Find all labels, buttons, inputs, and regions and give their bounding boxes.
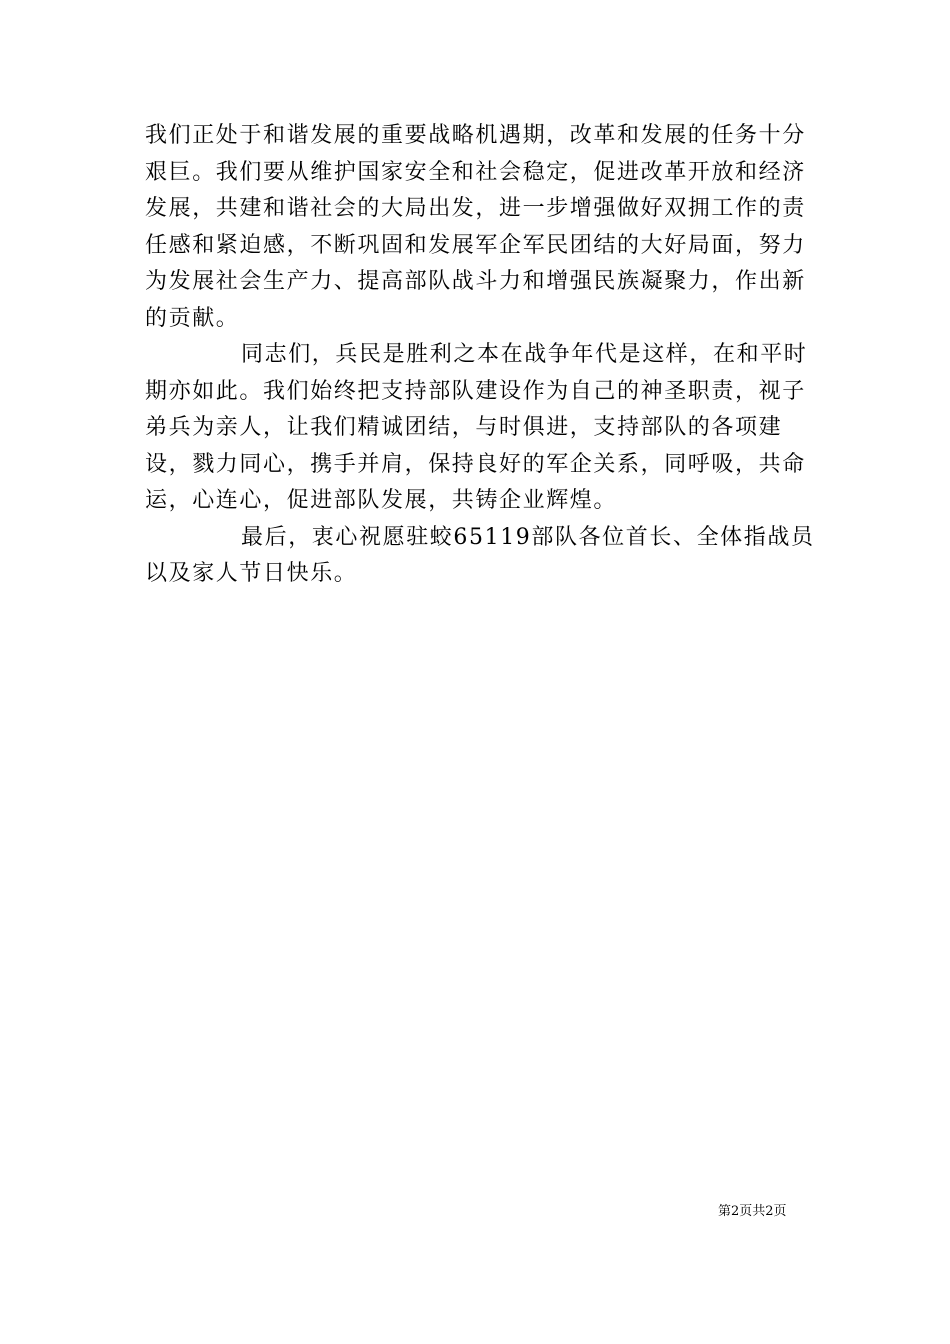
paragraph-2: 同志们，兵民是胜利之本在战争年代是这样，在和平时期亦如此。我们始终把支持部队建设作为自己的神圣职责，视子弟兵为亲人，让我们精诚团结，与时俱进，支持部队的各项建设，戮力同心，携手并肩，保持良好的军企关系，同呼吸，共命运，心连心，促进部队发展，共铸企业辉煌。 — [145, 342, 808, 513]
paragraph-1: 我们正处于和谐发展的重要战略机遇期，改革和发展的任务十分艰巨。我们要从维护国家安全和社会稳定，促进改革开放和经济发展，共建和谐社会的大局出发，进一步增强做好双拥工作的责任感和紧迫感，不断巩固和发展军企军民团结的大好局面，努力为发展社会生产力、提高部队战斗力和增强民族凝聚力，作出新的贡献。 — [145, 123, 806, 331]
page-number-footer: 第2页共2页 — [718, 1204, 787, 1219]
document-body — [145, 118, 825, 593]
paragraph-3: 最后，衷心祝愿驻蛟65119部队各位首长、全体指战员以及家人节日快乐。 — [145, 524, 815, 586]
